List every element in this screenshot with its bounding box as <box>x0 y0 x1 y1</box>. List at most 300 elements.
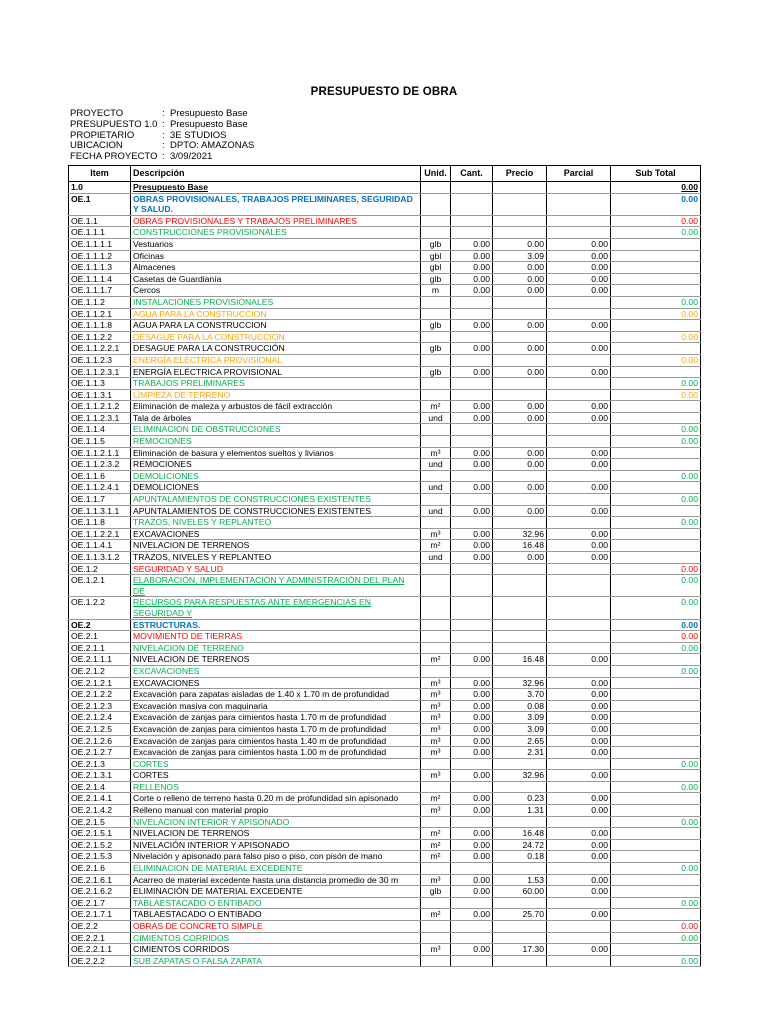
cell-parcial <box>547 897 611 909</box>
cell-cant <box>451 921 493 933</box>
table-row <box>69 308 701 320</box>
cell-descripcion: EXCAVACIONES <box>131 677 421 689</box>
cell-cant <box>451 354 493 366</box>
cell-descripcion: REMOCIONES <box>131 436 421 448</box>
cell-descripcion: ESTRUCTURAS. <box>131 619 421 631</box>
cell-descripcion: Vestuarios <box>131 238 421 250</box>
table-row <box>69 944 701 956</box>
table-row <box>69 909 701 921</box>
cell-unid <box>421 378 451 390</box>
cell-descripcion: DESAGUE PARA LA CONSTRUCCIÓN <box>131 343 421 355</box>
cell-subtotal <box>611 700 701 712</box>
cell-cant <box>451 863 493 875</box>
cell-subtotal: 0.00 <box>611 470 701 482</box>
cell-descripcion: ELIMINACION DE OBSTRUCCIONES <box>131 424 421 436</box>
cell-cant: 0.00 <box>451 839 493 851</box>
cell-parcial <box>547 781 611 793</box>
cell-cant <box>451 816 493 828</box>
cell-parcial <box>547 193 611 215</box>
cell-item: OE.1.1.2.1 <box>69 308 131 320</box>
table-row <box>69 700 701 712</box>
cell-subtotal <box>611 262 701 274</box>
cell-descripcion: Corte o relleno de terreno hasta 0.20 m de profundidad sin apisonado <box>131 793 421 805</box>
project-info-value: Presupuesto Base <box>170 118 248 130</box>
cell-item: OE.2.1.5.3 <box>69 851 131 863</box>
table-row <box>69 851 701 863</box>
cell-cant: 0.00 <box>451 366 493 378</box>
cell-parcial: 0.00 <box>547 412 611 424</box>
cell-subtotal: 0.00 <box>611 331 701 343</box>
cell-precio: 0.08 <box>493 700 547 712</box>
cell-subtotal <box>611 654 701 666</box>
cell-precio <box>493 665 547 677</box>
cell-item: OE.1.1.1.7 <box>69 285 131 297</box>
cell-item: OE.2.1.3 <box>69 758 131 770</box>
cell-unid <box>421 921 451 933</box>
cell-precio: 16.48 <box>493 540 547 552</box>
cell-parcial: 0.00 <box>547 273 611 285</box>
cell-item: OE.2.1.1.1 <box>69 654 131 666</box>
cell-cant: 0.00 <box>451 459 493 471</box>
cell-subtotal <box>611 447 701 459</box>
cell-item: OE.1.1.3 <box>69 378 131 390</box>
cell-unid: glb <box>421 886 451 898</box>
cell-unid: m³ <box>421 689 451 701</box>
cell-item: OE.2.1.2.2 <box>69 689 131 701</box>
cell-subtotal: 0.00 <box>611 227 701 239</box>
cell-parcial <box>547 296 611 308</box>
cell-descripcion: INSTALACIONES PROVISIONALES <box>131 296 421 308</box>
cell-unid <box>421 597 451 619</box>
cell-subtotal: 0.00 <box>611 575 701 597</box>
cell-precio <box>493 227 547 239</box>
cell-precio <box>493 215 547 227</box>
table-row <box>69 921 701 933</box>
table-row <box>69 747 701 759</box>
cell-descripcion: NIVELACION DE TERRENO <box>131 642 421 654</box>
table-row <box>69 689 701 701</box>
cell-cant: 0.00 <box>451 712 493 724</box>
cell-descripcion: Eliminación de basura y elementos sueltos y livianos <box>131 447 421 459</box>
cell-item: OE.2.2.1 <box>69 932 131 944</box>
cell-subtotal <box>611 770 701 782</box>
cell-unid <box>421 436 451 448</box>
table-row <box>69 193 701 215</box>
cell-precio: 0.00 <box>493 285 547 297</box>
cell-precio <box>493 354 547 366</box>
cell-precio <box>493 389 547 401</box>
cell-subtotal: 0.00 <box>611 665 701 677</box>
cell-subtotal: 0.00 <box>611 758 701 770</box>
table-row <box>69 758 701 770</box>
project-info-label: PROYECTO <box>70 108 124 119</box>
table-row <box>69 250 701 262</box>
cell-precio <box>493 424 547 436</box>
cell-item: OE.2.1.6.2 <box>69 886 131 898</box>
cell-parcial: 0.00 <box>547 828 611 840</box>
cell-unid: m³ <box>421 770 451 782</box>
cell-parcial <box>547 575 611 597</box>
cell-precio <box>493 619 547 631</box>
cell-descripcion: TRAZOS, NIVELES Y REPLANTEO <box>131 552 421 564</box>
cell-subtotal <box>611 505 701 517</box>
cell-item: OE.2.1.7.1 <box>69 909 131 921</box>
cell-parcial <box>547 470 611 482</box>
cell-precio: 0.00 <box>493 273 547 285</box>
cell-cant: 0.00 <box>451 412 493 424</box>
project-info-row <box>70 120 254 131</box>
project-info-label: UBICACION <box>70 140 123 152</box>
cell-descripcion: DEMOLICIONES <box>131 470 421 482</box>
cell-precio: 0.00 <box>493 459 547 471</box>
cell-subtotal: 0.00 <box>611 308 701 320</box>
cell-parcial: 0.00 <box>547 689 611 701</box>
cell-item: OE.1.1.2.3.1 <box>69 412 131 424</box>
table-row <box>69 215 701 227</box>
table-row <box>69 227 701 239</box>
project-info-value: 3/09/2021 <box>170 151 213 163</box>
cell-parcial <box>547 597 611 619</box>
cell-parcial <box>547 494 611 506</box>
cell-cant <box>451 182 493 194</box>
cell-unid <box>421 296 451 308</box>
cell-precio <box>493 182 547 194</box>
cell-precio: 25.70 <box>493 909 547 921</box>
cell-cant: 0.00 <box>451 285 493 297</box>
cell-subtotal <box>611 552 701 564</box>
cell-cant: 0.00 <box>451 793 493 805</box>
cell-precio: 3.70 <box>493 689 547 701</box>
cell-cant: 0.00 <box>451 528 493 540</box>
cell-descripcion: NIVELACION DE TERRENOS <box>131 828 421 840</box>
project-info-label: FECHA PROYECTO <box>70 151 158 163</box>
table-row <box>69 816 701 828</box>
cell-cant <box>451 215 493 227</box>
cell-item: OE.1.1.2.1.1 <box>69 447 131 459</box>
col-header-unid: Unid. <box>421 166 451 182</box>
cell-parcial: 0.00 <box>547 944 611 956</box>
table-row <box>69 805 701 817</box>
cell-unid <box>421 575 451 597</box>
cell-descripcion: LIMPIEZA DE TERRENO <box>131 389 421 401</box>
cell-unid <box>421 955 451 967</box>
cell-cant <box>451 470 493 482</box>
cell-unid: und <box>421 552 451 564</box>
table-row <box>69 631 701 643</box>
cell-precio <box>493 921 547 933</box>
table-row <box>69 273 701 285</box>
cell-parcial <box>547 354 611 366</box>
cell-cant <box>451 436 493 448</box>
table-row <box>69 619 701 631</box>
cell-cant: 0.00 <box>451 747 493 759</box>
cell-precio <box>493 494 547 506</box>
cell-descripcion: Nivelación y apisonado para falso piso o piso, con pisón de mano <box>131 851 421 863</box>
table-row <box>69 354 701 366</box>
cell-cant <box>451 932 493 944</box>
project-info-separator: : <box>162 118 165 130</box>
cell-item: OE.1.1.2.1.2 <box>69 401 131 413</box>
cell-descripcion: Excavación para zapatas aisladas de 1.40 x 1.70 m de profundidad <box>131 689 421 701</box>
cell-subtotal: 0.00 <box>611 642 701 654</box>
cell-item: OE.1.1.2.2.1 <box>69 528 131 540</box>
cell-subtotal: 0.00 <box>611 193 701 215</box>
cell-descripcion: SEGURIDAD Y SALUD <box>131 563 421 575</box>
cell-subtotal <box>611 366 701 378</box>
cell-precio: 16.48 <box>493 828 547 840</box>
cell-parcial <box>547 227 611 239</box>
cell-cant <box>451 296 493 308</box>
cell-item: OE.2.1.5 <box>69 816 131 828</box>
cell-cant <box>451 331 493 343</box>
cell-subtotal: 0.00 <box>611 631 701 643</box>
table-row <box>69 436 701 448</box>
table-row <box>69 262 701 274</box>
cell-precio: 2.31 <box>493 747 547 759</box>
cell-unid: m² <box>421 839 451 851</box>
cell-descripcion: ELIMINACIÓN DE MATERIAL EXCEDENTE <box>131 886 421 898</box>
cell-subtotal <box>611 320 701 332</box>
cell-precio: 24.72 <box>493 839 547 851</box>
cell-item: OE.2.1.2 <box>69 665 131 677</box>
cell-parcial: 0.00 <box>547 770 611 782</box>
cell-unid <box>421 781 451 793</box>
table-row <box>69 955 701 967</box>
table-row <box>69 665 701 677</box>
cell-parcial: 0.00 <box>547 723 611 735</box>
cell-parcial <box>547 642 611 654</box>
cell-descripcion: Excavación de zanjas para cimientos hasta 1.40 m de profundidad <box>131 735 421 747</box>
cell-unid <box>421 932 451 944</box>
cell-descripcion: TRABAJOS PRELIMINARES <box>131 378 421 390</box>
cell-item: OE.2.1.6 <box>69 863 131 875</box>
cell-unid <box>421 470 451 482</box>
cell-descripcion: ENERGÍA ELÉCTRICA PROVISIONAL <box>131 354 421 366</box>
cell-precio: 2.65 <box>493 735 547 747</box>
cell-precio: 0.23 <box>493 793 547 805</box>
cell-cant: 0.00 <box>451 482 493 494</box>
cell-subtotal <box>611 250 701 262</box>
cell-item: OE.1.1.2.3.2 <box>69 459 131 471</box>
project-info-separator: : <box>162 140 165 152</box>
cell-precio <box>493 597 547 619</box>
table-row <box>69 677 701 689</box>
cell-item: OE.1.1.1.8 <box>69 320 131 332</box>
cell-item: 1.0 <box>69 182 131 194</box>
cell-subtotal <box>611 459 701 471</box>
cell-descripcion: Excavación de zanjas para cimientos hasta 1.00 m de profundidad <box>131 747 421 759</box>
table-row <box>69 735 701 747</box>
cell-unid <box>421 424 451 436</box>
cell-subtotal: 0.00 <box>611 424 701 436</box>
cell-item: OE.2.1.3.1 <box>69 770 131 782</box>
cell-unid <box>421 619 451 631</box>
cell-precio: 0.00 <box>493 412 547 424</box>
table-row <box>69 182 701 194</box>
cell-subtotal: 0.00 <box>611 215 701 227</box>
cell-item: OE.1.1.2 <box>69 296 131 308</box>
cell-cant <box>451 897 493 909</box>
cell-subtotal <box>611 805 701 817</box>
table-row <box>69 343 701 355</box>
cell-subtotal <box>611 285 701 297</box>
cell-precio: 0.00 <box>493 505 547 517</box>
cell-cant: 0.00 <box>451 505 493 517</box>
cell-precio: 17.30 <box>493 944 547 956</box>
cell-cant: 0.00 <box>451 343 493 355</box>
cell-parcial: 0.00 <box>547 238 611 250</box>
cell-cant: 0.00 <box>451 238 493 250</box>
cell-subtotal <box>611 482 701 494</box>
cell-cant: 0.00 <box>451 262 493 274</box>
cell-parcial: 0.00 <box>547 700 611 712</box>
cell-item: OE.2.1.2.3 <box>69 700 131 712</box>
cell-precio: 3.09 <box>493 250 547 262</box>
cell-unid: m³ <box>421 735 451 747</box>
table-row <box>69 874 701 886</box>
cell-item: OE.1.1.7 <box>69 494 131 506</box>
cell-descripcion: Excavación masiva con maquinaria <box>131 700 421 712</box>
cell-descripcion: AGUA PARA LA CONSTRUCCION <box>131 320 421 332</box>
cell-unid <box>421 331 451 343</box>
cell-parcial: 0.00 <box>547 909 611 921</box>
cell-parcial: 0.00 <box>547 447 611 459</box>
cell-cant <box>451 619 493 631</box>
project-info-separator: : <box>162 129 165 141</box>
cell-precio <box>493 631 547 643</box>
cell-descripcion: DEMOLICIONES <box>131 482 421 494</box>
cell-subtotal <box>611 540 701 552</box>
cell-unid: m <box>421 285 451 297</box>
table-row <box>69 781 701 793</box>
cell-descripcion: TRAZOS, NIVELES Y REPLANTEO <box>131 517 421 529</box>
cell-subtotal: 0.00 <box>611 354 701 366</box>
cell-item: OE.1.2.2 <box>69 597 131 619</box>
cell-parcial <box>547 955 611 967</box>
cell-precio: 0.00 <box>493 482 547 494</box>
cell-descripcion: RELLENOS <box>131 781 421 793</box>
cell-item: OE.1.1.5 <box>69 436 131 448</box>
table-row <box>69 839 701 851</box>
table-row <box>69 505 701 517</box>
cell-descripcion: NIVELACION DE TERRENOS <box>131 654 421 666</box>
cell-unid: m² <box>421 828 451 840</box>
cell-parcial: 0.00 <box>547 793 611 805</box>
cell-parcial <box>547 378 611 390</box>
cell-item: OE.2.1.4 <box>69 781 131 793</box>
cell-item: OE.1.1.2.4.1 <box>69 482 131 494</box>
cell-parcial: 0.00 <box>547 805 611 817</box>
project-info <box>70 109 254 163</box>
cell-cant: 0.00 <box>451 735 493 747</box>
cell-parcial: 0.00 <box>547 285 611 297</box>
cell-subtotal <box>611 689 701 701</box>
col-header-parcial: Parcial <box>547 166 611 182</box>
cell-precio: 0.00 <box>493 447 547 459</box>
cell-item: OE.1.1.4 <box>69 424 131 436</box>
cell-unid: m³ <box>421 723 451 735</box>
cell-subtotal: 0.00 <box>611 921 701 933</box>
table-row <box>69 459 701 471</box>
cell-item: OE.2 <box>69 619 131 631</box>
table-row <box>69 285 701 297</box>
cell-item: OE.1.1.2.2.1 <box>69 343 131 355</box>
table-row <box>69 470 701 482</box>
cell-precio <box>493 296 547 308</box>
cell-unid: m² <box>421 793 451 805</box>
cell-subtotal <box>611 528 701 540</box>
cell-unid <box>421 193 451 215</box>
cell-unid <box>421 642 451 654</box>
cell-subtotal <box>611 412 701 424</box>
table-row <box>69 552 701 564</box>
cell-item: OE.1.2.1 <box>69 575 131 597</box>
cell-cant: 0.00 <box>451 654 493 666</box>
cell-item: OE.2.1 <box>69 631 131 643</box>
cell-cant <box>451 308 493 320</box>
cell-cant: 0.00 <box>451 723 493 735</box>
cell-parcial: 0.00 <box>547 886 611 898</box>
cell-unid: gbl <box>421 262 451 274</box>
cell-precio: 60.00 <box>493 886 547 898</box>
cell-unid: m² <box>421 909 451 921</box>
cell-parcial <box>547 215 611 227</box>
cell-unid: glb <box>421 343 451 355</box>
cell-precio <box>493 517 547 529</box>
cell-subtotal <box>611 886 701 898</box>
cell-parcial: 0.00 <box>547 505 611 517</box>
cell-unid: m² <box>421 540 451 552</box>
table-row <box>69 932 701 944</box>
cell-precio <box>493 816 547 828</box>
cell-precio <box>493 436 547 448</box>
cell-parcial: 0.00 <box>547 874 611 886</box>
cell-descripcion: ELABORACIÓN, IMPLEMENTACIÓN Y ADMINISTRACIÓN DEL PLAN DE <box>131 575 421 597</box>
cell-descripcion: Relleno manual con material propio <box>131 805 421 817</box>
cell-unid <box>421 389 451 401</box>
cell-item: OE.2.1.5.2 <box>69 839 131 851</box>
cell-unid: m² <box>421 654 451 666</box>
cell-precio <box>493 470 547 482</box>
cell-precio: 0.00 <box>493 320 547 332</box>
table-row <box>69 389 701 401</box>
cell-item: OE.2.2.2 <box>69 955 131 967</box>
cell-precio <box>493 955 547 967</box>
cell-parcial <box>547 563 611 575</box>
cell-parcial <box>547 424 611 436</box>
project-info-row <box>70 152 254 163</box>
cell-descripcion: CORTES <box>131 770 421 782</box>
cell-parcial: 0.00 <box>547 839 611 851</box>
cell-unid <box>421 897 451 909</box>
cell-descripcion: Tala de árboles <box>131 412 421 424</box>
cell-precio <box>493 331 547 343</box>
cell-cant: 0.00 <box>451 273 493 285</box>
cell-parcial: 0.00 <box>547 401 611 413</box>
cell-precio: 0.00 <box>493 238 547 250</box>
cell-parcial: 0.00 <box>547 262 611 274</box>
cell-item: OE.1.1.2.3 <box>69 354 131 366</box>
cell-cant: 0.00 <box>451 700 493 712</box>
cell-cant <box>451 597 493 619</box>
cell-precio <box>493 897 547 909</box>
cell-descripcion: Almacenes <box>131 262 421 274</box>
cell-cant: 0.00 <box>451 770 493 782</box>
cell-unid: m³ <box>421 677 451 689</box>
cell-parcial: 0.00 <box>547 482 611 494</box>
cell-unid: m³ <box>421 712 451 724</box>
cell-unid <box>421 665 451 677</box>
